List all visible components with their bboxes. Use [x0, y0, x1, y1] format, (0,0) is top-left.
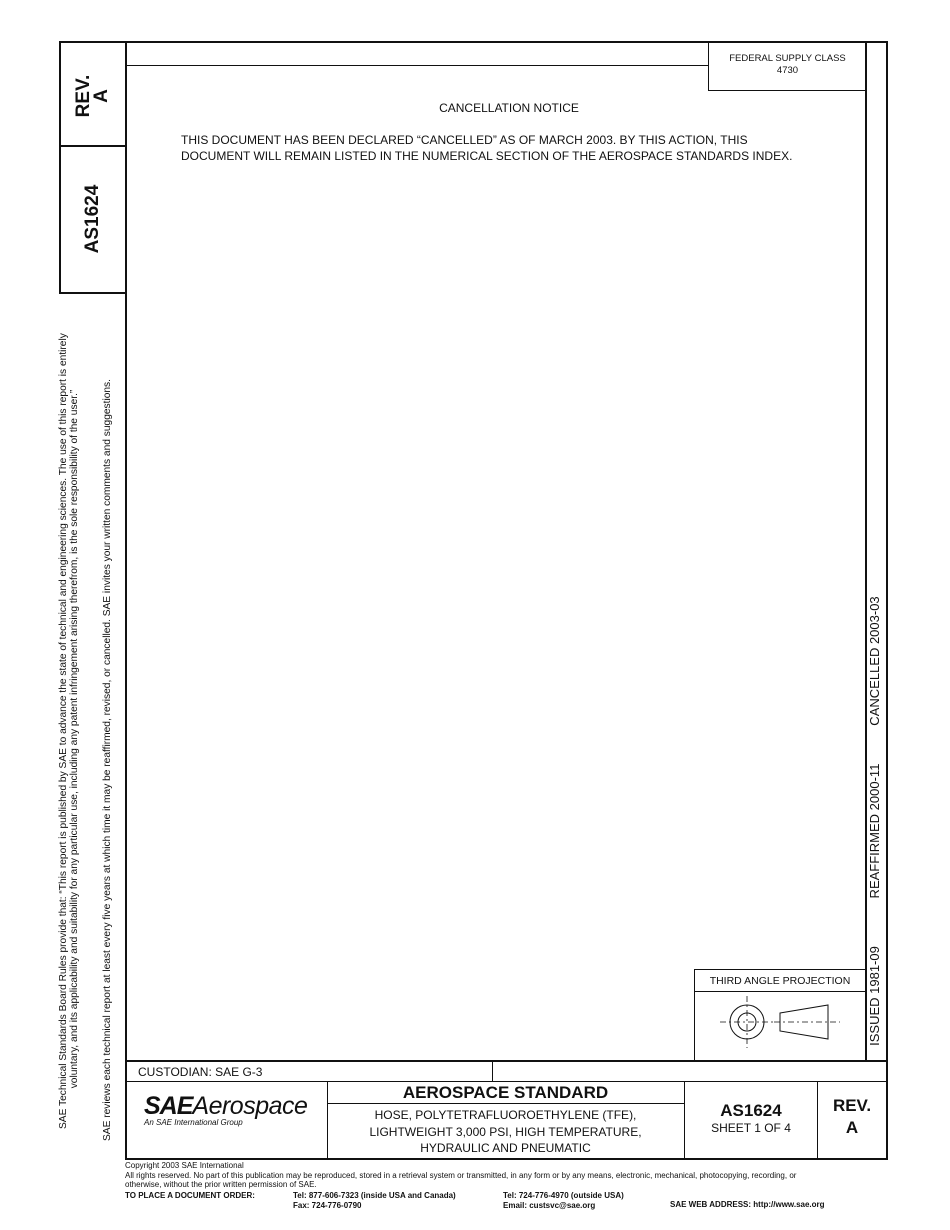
frame-top-line: [59, 41, 888, 43]
left-box-divider-line: [59, 145, 127, 147]
federal-box-bottom-line: [708, 90, 866, 91]
history-reaffirmed: REAFFIRMED 2000-11: [867, 763, 882, 899]
footer-legal: [125, 1161, 895, 1190]
history-cancelled: CANCELLED 2003-03: [867, 596, 882, 726]
cancellation-line1: THIS DOCUMENT HAS BEEN DECLARED “CANCELLED” AS OF MARCH 2003. BY THIS ACTION, THIS: [181, 133, 748, 147]
standard-rev-value: A: [845, 1118, 859, 1137]
footer-tel-us: Tel: 877-606-7323 (inside USA and Canada): [293, 1191, 456, 1200]
federal-supply-value: 4730: [776, 65, 799, 76]
federal-supply-box: [709, 53, 866, 77]
standard-docnum-block: [685, 1101, 817, 1135]
footer-rights2: otherwise, without the prior written permission of SAE.: [125, 1180, 317, 1189]
custodian-divider-line: [492, 1061, 493, 1082]
frame-left-line: [59, 41, 61, 294]
sae-aerospace-logo: [144, 1092, 324, 1142]
titleblock-bottom-line: [125, 1158, 888, 1160]
footer-web-address[interactable]: SAE WEB ADDRESS: http://www.sae.org: [670, 1200, 825, 1209]
footer-copyright: Copyright 2003 SAE International: [125, 1161, 244, 1170]
footer-rights1: All rights reserved. No part of this publication may be reproduced, stored in a retrieval system or transmitted, in any form or by any means, electronic, mechanical, photocopying, recording, or: [125, 1170, 797, 1180]
heading-underline: [327, 1103, 684, 1104]
logo-tagline: An SAE International Group: [144, 1118, 243, 1127]
logo-aerospace: Aerospace: [192, 1092, 308, 1120]
left-rev-value: A: [91, 89, 112, 103]
footer-fax: Fax: 724-776-0790: [293, 1200, 362, 1210]
side-notice-line2: voluntary, and its applicability and suitability for any particular use, including any patent infringement arising therefrom, is the sole responsibility of the user.”: [69, 389, 80, 1089]
standard-sheet: SHEET 1 OF 4: [711, 1121, 791, 1135]
side-notice-line1: SAE Technical Standards Board Rules provide that: “This report is published by SAE to advance the state of technical and engineering sciences. The use of this report is entirely: [58, 333, 69, 1129]
footer-phone-us: [293, 1191, 456, 1210]
left-rev-label: REV.: [73, 74, 94, 118]
cancellation-title: CANCELLATION NOTICE: [439, 101, 579, 115]
logo-sae: SAE: [144, 1092, 193, 1120]
inner-right-line: [865, 41, 867, 1061]
left-box-bottom-line: [59, 292, 127, 294]
left-rev-block: [75, 61, 111, 131]
footer-phone-intl: [503, 1191, 624, 1210]
standard-rev-label: REV.: [832, 1096, 872, 1115]
standard-rev-block: [818, 1095, 886, 1139]
left-doc-number: AS1624: [82, 184, 103, 254]
footer-email[interactable]: Email: custsvc@sae.org: [503, 1200, 596, 1210]
standard-docnum: AS1624: [720, 1101, 782, 1120]
custodian-bottom-line: [125, 1081, 888, 1082]
header-line: [125, 65, 709, 66]
standard-title-line1: HOSE, POLYTETRAFLUOROETHYLENE (TFE),: [374, 1108, 637, 1122]
footer-tel-intl: Tel: 724-776-4970 (outside USA): [503, 1191, 624, 1200]
standard-title-line2: LIGHTWEIGHT 3,000 PSI, HIGH TEMPERATURE,: [369, 1124, 642, 1139]
side-notice-line3: SAE reviews each technical report at least every five years at which time it may be reaffirmed, revised, or cancelled. SAE invites your written comments and suggestions.: [102, 379, 113, 1141]
frame-right-line: [886, 41, 888, 1160]
custodian: CUSTODIAN: SAE G-3: [138, 1065, 263, 1079]
federal-supply-label: FEDERAL SUPPLY CLASS: [729, 53, 846, 64]
main-left-line: [125, 41, 127, 1160]
cancellation-body: [181, 132, 841, 164]
history-issued: ISSUED 1981-09: [867, 946, 882, 1046]
cancellation-line2: DOCUMENT WILL REMAIN LISTED IN THE NUMERICAL SECTION OF THE AEROSPACE STANDARDS INDEX.: [181, 149, 793, 163]
footer-order-label: TO PLACE A DOCUMENT ORDER:: [125, 1191, 255, 1200]
standard-title-line3: HYDRAULIC AND PNEUMATIC: [420, 1141, 591, 1155]
standard-title: [327, 1107, 684, 1157]
standard-heading: AEROSPACE STANDARD: [402, 1083, 609, 1102]
third-angle-projection-symbol: [694, 992, 866, 1060]
projection-label: THIRD ANGLE PROJECTION: [709, 975, 851, 987]
